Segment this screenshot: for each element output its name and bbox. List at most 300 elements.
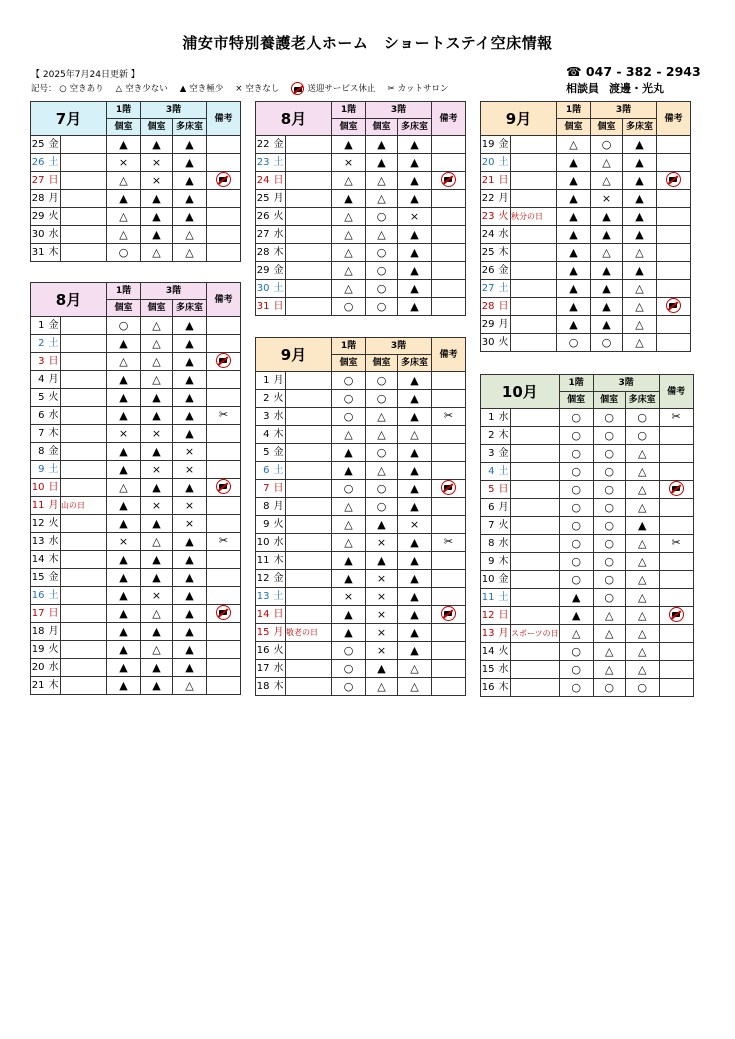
holiday-name [286, 462, 332, 480]
weekday: 月 [47, 190, 61, 208]
remarks-header: 備考 [432, 102, 466, 136]
floor3-private-status: ▲ [141, 389, 173, 407]
floor3-private-status: △ [366, 426, 398, 444]
bus-service-suspended-icon [441, 480, 456, 495]
floor1-private-status: △ [559, 625, 593, 643]
day-number: 28 [256, 244, 272, 262]
floor3-multi-status: × [398, 516, 432, 534]
floor1-private-status: ○ [559, 427, 593, 445]
holiday-name [61, 317, 107, 335]
day-number: 2 [31, 335, 47, 353]
day-number: 22 [256, 136, 272, 154]
holiday-name [61, 226, 107, 244]
day-number: 5 [481, 481, 497, 499]
floor3-private-status: ○ [366, 280, 398, 298]
floor3-private-status: △ [366, 678, 398, 696]
day-number: 16 [31, 587, 47, 605]
floor1-private-status: ▲ [557, 244, 591, 262]
floor3-private-status: ○ [593, 679, 625, 697]
legend-item [59, 82, 103, 94]
day-number: 19 [31, 641, 47, 659]
remarks-cell [432, 588, 466, 606]
day-number: 25 [481, 244, 497, 262]
holiday-name [286, 678, 332, 696]
holiday-name [61, 335, 107, 353]
floor3-private-status: ▲ [366, 660, 398, 678]
weekday: 月 [497, 190, 511, 208]
month-block [480, 374, 694, 697]
floor3-multi-status: ○ [625, 679, 659, 697]
holiday-name [61, 353, 107, 371]
holiday-name [511, 334, 557, 352]
day-row [256, 226, 466, 244]
day-row [256, 678, 466, 696]
floor3-multi-status: ▲ [398, 390, 432, 408]
floor3-private-status: △ [141, 605, 173, 623]
floor3-multi-status: ▲ [398, 280, 432, 298]
holiday-name [286, 444, 332, 462]
month-table [255, 337, 466, 696]
floor1-private-status: △ [332, 226, 366, 244]
legend-symbol: △ [115, 84, 123, 94]
floor3-multi-status: ▲ [173, 407, 207, 425]
day-number: 11 [256, 552, 272, 570]
floor3-private-status: ▲ [591, 226, 623, 244]
legend-text: 空き極少 [189, 84, 224, 94]
remarks-cell [207, 136, 241, 154]
day-row [481, 535, 694, 553]
weekday: 火 [272, 516, 286, 534]
day-row [256, 426, 466, 444]
private-room-header: 個室 [332, 119, 366, 136]
day-number: 20 [481, 154, 497, 172]
bus-service-suspended-icon [666, 172, 681, 187]
holiday-name [61, 244, 107, 262]
day-number: 14 [31, 551, 47, 569]
weekday: 金 [497, 136, 511, 154]
floor1-private-status: ▲ [559, 589, 593, 607]
bus-service-suspended-icon [216, 353, 231, 368]
month-label: 8月 [31, 283, 107, 317]
day-row [31, 587, 241, 605]
bus-service-suspended-icon [669, 607, 684, 622]
day-number: 5 [256, 444, 272, 462]
floor1-private-status: △ [332, 244, 366, 262]
day-number: 10 [31, 479, 47, 497]
day-number: 24 [256, 172, 272, 190]
weekday: 月 [47, 497, 61, 515]
floor1-private-status: ▲ [559, 607, 593, 625]
day-row [481, 481, 694, 499]
holiday-name [286, 534, 332, 552]
day-row [256, 280, 466, 298]
holiday-name [511, 679, 560, 697]
day-row [481, 208, 691, 226]
day-number: 25 [256, 190, 272, 208]
floor3-private-status: △ [593, 607, 625, 625]
holiday-name [511, 607, 560, 625]
floor3-multi-status: ▲ [398, 642, 432, 660]
legend-label: 記号： [31, 84, 57, 94]
day-number: 17 [256, 660, 272, 678]
weekday: 木 [47, 551, 61, 569]
day-number: 13 [256, 588, 272, 606]
month-block [480, 101, 691, 352]
floor1-header: 1階 [107, 102, 141, 119]
weekday: 火 [497, 517, 511, 535]
month-label: 9月 [256, 338, 332, 372]
floor1-private-status: △ [107, 226, 141, 244]
floor3-multi-status: ▲ [623, 136, 657, 154]
holiday-name [511, 481, 560, 499]
remarks-cell [657, 316, 691, 334]
remarks-cell [657, 298, 691, 316]
floor1-private-status: △ [557, 136, 591, 154]
legend-item [387, 82, 448, 94]
remarks-cell [207, 605, 241, 623]
day-number: 9 [31, 461, 47, 479]
weekday: 水 [272, 226, 286, 244]
private-room-header: 個室 [141, 119, 173, 136]
floor1-private-status: ▲ [107, 641, 141, 659]
floor3-private-status: ○ [366, 244, 398, 262]
weekday: 月 [497, 499, 511, 517]
remarks-header: 備考 [207, 102, 241, 136]
floor3-multi-status: ▲ [398, 372, 432, 390]
weekday: 土 [47, 154, 61, 172]
weekday: 土 [272, 154, 286, 172]
remarks-cell [207, 335, 241, 353]
day-number: 21 [31, 677, 47, 695]
floor3-private-status: ○ [593, 427, 625, 445]
floor3-private-status: △ [593, 643, 625, 661]
floor3-multi-status: ▲ [398, 624, 432, 642]
floor1-header: 1階 [332, 102, 366, 119]
floor1-private-status: ○ [559, 517, 593, 535]
floor3-private-status: ▲ [141, 569, 173, 587]
day-number: 14 [256, 606, 272, 624]
day-number: 21 [481, 172, 497, 190]
day-row [31, 172, 241, 190]
weekday: 水 [47, 659, 61, 677]
remarks-cell [432, 462, 466, 480]
day-row [31, 371, 241, 389]
legend-symbol: × [235, 84, 243, 94]
bus-service-suspended-icon [666, 298, 681, 313]
holiday-name [286, 408, 332, 426]
day-row [256, 372, 466, 390]
floor3-multi-status: ▲ [398, 552, 432, 570]
floor3-multi-status: △ [398, 660, 432, 678]
floor3-multi-status: ▲ [398, 534, 432, 552]
remarks-cell [207, 226, 241, 244]
holiday-name [511, 463, 560, 481]
floor3-private-status: △ [141, 317, 173, 335]
remarks-cell [207, 407, 241, 425]
month-block [30, 101, 241, 262]
weekday: 金 [272, 570, 286, 588]
floor3-multi-status: ▲ [173, 136, 207, 154]
scissors-icon: ✂ [443, 535, 454, 548]
floor1-private-status: ▲ [332, 444, 366, 462]
day-row [256, 244, 466, 262]
month-label: 8月 [256, 102, 332, 136]
holiday-name [61, 641, 107, 659]
day-number: 2 [481, 427, 497, 445]
day-number: 28 [31, 190, 47, 208]
floor1-private-status: △ [332, 280, 366, 298]
floor1-private-status: ○ [332, 642, 366, 660]
floor3-multi-status: ▲ [173, 641, 207, 659]
floor3-multi-status: ○ [625, 409, 659, 427]
private-room-header: 個室 [141, 300, 173, 317]
weekday: 日 [497, 172, 511, 190]
remarks-cell [659, 625, 693, 643]
weekday: 月 [47, 623, 61, 641]
private-room-header: 個室 [591, 119, 623, 136]
floor1-private-status: ▲ [332, 606, 366, 624]
day-row [31, 569, 241, 587]
floor3-multi-status: ▲ [623, 154, 657, 172]
day-number: 30 [256, 280, 272, 298]
private-room-header: 個室 [107, 300, 141, 317]
day-row [31, 551, 241, 569]
day-number: 23 [481, 208, 497, 226]
floor3-private-status: ▲ [591, 280, 623, 298]
weekday: 土 [47, 335, 61, 353]
floor3-header: 3階 [591, 102, 657, 119]
floor1-private-status: ○ [559, 445, 593, 463]
weekday: 土 [497, 154, 511, 172]
day-number: 24 [481, 226, 497, 244]
floor3-multi-status: ▲ [623, 172, 657, 190]
remarks-cell [657, 208, 691, 226]
holiday-name [511, 445, 560, 463]
floor1-header: 1階 [332, 338, 366, 355]
holiday-name [511, 571, 560, 589]
weekday: 木 [272, 426, 286, 444]
day-number: 8 [256, 498, 272, 516]
day-number: 9 [256, 516, 272, 534]
day-number: 11 [31, 497, 47, 515]
floor3-private-status: ○ [593, 535, 625, 553]
floor3-private-status: × [141, 425, 173, 443]
legend-text: カットサロン [397, 84, 449, 94]
holiday-name [511, 643, 560, 661]
remarks-cell [432, 154, 466, 172]
floor1-private-status: ▲ [557, 280, 591, 298]
floor3-private-status: ○ [593, 571, 625, 589]
remarks-cell [432, 244, 466, 262]
floor3-private-status: △ [593, 625, 625, 643]
day-number: 27 [481, 280, 497, 298]
remarks-cell [432, 480, 466, 498]
weekday: 月 [497, 625, 511, 643]
day-row [31, 533, 241, 551]
day-number: 18 [31, 623, 47, 641]
floor3-multi-status: ▲ [398, 244, 432, 262]
remarks-cell [432, 136, 466, 154]
day-row [481, 463, 694, 481]
floor3-private-status: △ [366, 462, 398, 480]
holiday-name [286, 172, 332, 190]
floor3-multi-status: ▲ [398, 462, 432, 480]
floor3-private-status: ▲ [366, 154, 398, 172]
day-row [481, 244, 691, 262]
day-row [31, 605, 241, 623]
holiday-name [286, 642, 332, 660]
floor3-private-status: × [366, 642, 398, 660]
floor3-multi-status: △ [625, 661, 659, 679]
bus-service-suspended-icon [669, 481, 684, 496]
day-row [256, 444, 466, 462]
weekday: 金 [272, 262, 286, 280]
weekday: 金 [47, 136, 61, 154]
remarks-cell [207, 497, 241, 515]
floor3-private-status: △ [591, 172, 623, 190]
weekday: 土 [497, 589, 511, 607]
floor3-multi-status: ▲ [398, 480, 432, 498]
floor1-private-status: ▲ [107, 461, 141, 479]
remarks-cell [207, 533, 241, 551]
legend-text: 空きあり [69, 84, 104, 94]
weekday: 土 [497, 280, 511, 298]
day-row [31, 244, 241, 262]
remarks-cell [207, 641, 241, 659]
day-row [31, 208, 241, 226]
weekday: 日 [47, 479, 61, 497]
day-number: 14 [481, 643, 497, 661]
day-number: 23 [256, 154, 272, 172]
remarks-cell [657, 226, 691, 244]
floor3-private-status: × [141, 497, 173, 515]
remarks-cell [432, 660, 466, 678]
day-row [256, 408, 466, 426]
remarks-cell [432, 570, 466, 588]
day-row [256, 642, 466, 660]
day-row [31, 317, 241, 335]
day-row [256, 570, 466, 588]
floor3-header: 3階 [366, 102, 432, 119]
remarks-cell [659, 661, 693, 679]
weekday: 月 [497, 316, 511, 334]
holiday-name [286, 372, 332, 390]
floor1-private-status: ▲ [107, 136, 141, 154]
legend-symbol: ○ [59, 84, 67, 94]
holiday-name [61, 443, 107, 461]
day-row [256, 498, 466, 516]
day-number: 5 [31, 389, 47, 407]
holiday-name [286, 480, 332, 498]
floor1-private-status: ○ [559, 661, 593, 679]
floor3-private-status: ○ [593, 499, 625, 517]
remarks-cell [432, 426, 466, 444]
day-row [481, 172, 691, 190]
multi-bed-room-header: 多床室 [173, 119, 207, 136]
remarks-cell [207, 389, 241, 407]
day-row [256, 606, 466, 624]
floor3-private-status: × [366, 606, 398, 624]
scissors-icon: ✂ [671, 410, 681, 423]
remarks-cell [432, 534, 466, 552]
holiday-name [286, 516, 332, 534]
day-number: 4 [481, 463, 497, 481]
floor3-private-status: △ [366, 190, 398, 208]
bus-service-suspended-icon [216, 605, 231, 620]
weekday: 金 [497, 445, 511, 463]
floor3-private-status: ▲ [141, 551, 173, 569]
day-row [256, 480, 466, 498]
floor3-multi-status: △ [625, 463, 659, 481]
floor1-header: 1階 [559, 375, 593, 392]
weekday: 土 [47, 461, 61, 479]
floor3-multi-status: △ [623, 334, 657, 352]
month-label: 7月 [31, 102, 107, 136]
remarks-cell [432, 642, 466, 660]
remarks-cell [207, 479, 241, 497]
scissors-icon: ✂ [218, 408, 229, 421]
weekday: 木 [497, 427, 511, 445]
day-row [481, 445, 694, 463]
floor3-header: 3階 [141, 283, 207, 300]
floor3-multi-status: ▲ [623, 208, 657, 226]
floor1-private-status: ▲ [557, 154, 591, 172]
weekday: 月 [272, 190, 286, 208]
day-row [31, 226, 241, 244]
floor3-private-status: ▲ [591, 298, 623, 316]
weekday: 月 [272, 624, 286, 642]
holiday-name [511, 154, 557, 172]
weekday: 木 [47, 244, 61, 262]
multi-bed-room-header: 多床室 [173, 300, 207, 317]
floor3-private-status: ○ [366, 480, 398, 498]
multi-bed-room-header: 多床室 [398, 355, 432, 372]
floor3-multi-status: ▲ [398, 298, 432, 316]
weekday: 金 [47, 569, 61, 587]
floor3-private-status: ▲ [141, 226, 173, 244]
holiday-name [511, 535, 560, 553]
legend-item [291, 82, 375, 95]
holiday-name [286, 498, 332, 516]
day-row [481, 661, 694, 679]
phone-number: ☎ 047 - 382 - 2943 [566, 64, 701, 79]
weekday: 水 [47, 407, 61, 425]
bus-service-suspended-icon [291, 82, 304, 95]
floor3-private-status: × [366, 588, 398, 606]
floor3-multi-status: ▲ [173, 587, 207, 605]
day-row [256, 154, 466, 172]
day-row [31, 136, 241, 154]
floor3-private-status: ▲ [141, 190, 173, 208]
holiday-name [61, 569, 107, 587]
floor1-private-status: △ [332, 426, 366, 444]
floor1-private-status: △ [107, 172, 141, 190]
floor1-private-status: × [107, 425, 141, 443]
day-row [31, 659, 241, 677]
floor1-private-status: △ [332, 534, 366, 552]
weekday: 月 [47, 371, 61, 389]
day-number: 12 [31, 515, 47, 533]
floor3-private-status: ▲ [141, 443, 173, 461]
floor1-private-status: △ [332, 262, 366, 280]
floor3-private-status: △ [141, 335, 173, 353]
floor1-private-status: ▲ [107, 443, 141, 461]
holiday-name [61, 533, 107, 551]
floor1-private-status: ▲ [557, 208, 591, 226]
floor1-private-status: ○ [559, 499, 593, 517]
floor3-multi-status: △ [398, 426, 432, 444]
floor3-private-status: ○ [593, 463, 625, 481]
